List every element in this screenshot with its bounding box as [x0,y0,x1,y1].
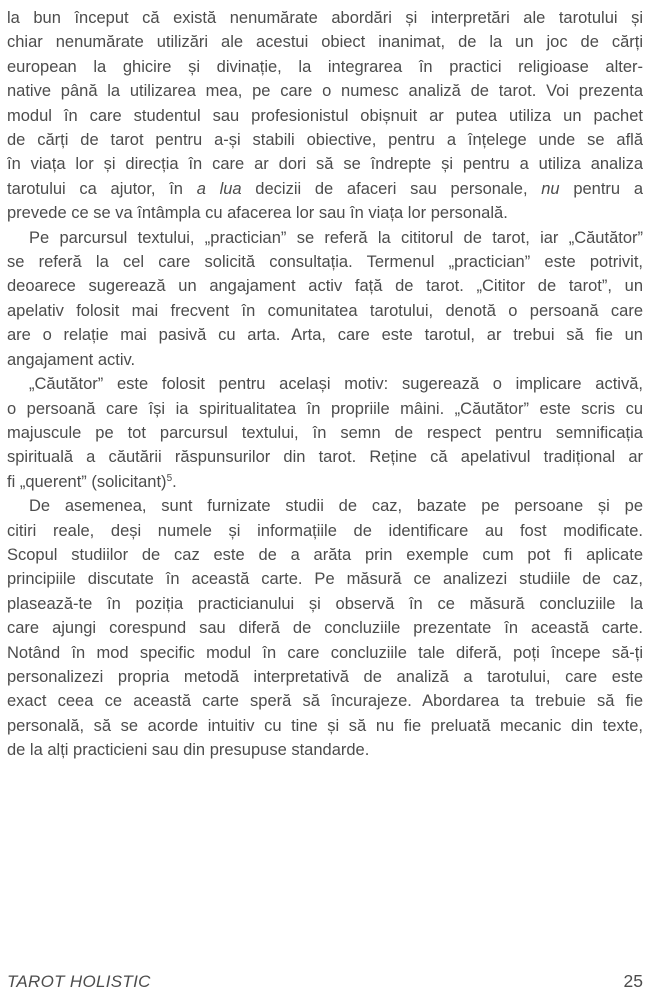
text-line: deoarece sugerează un angajament activ față de tarot. „Cititor de tarot”, un [7,277,643,296]
text-line: de cărți de tarot pentru a-și stabili obiective, pentru a înțelege unde se află [7,131,643,150]
text-line: plasează-te în poziția practicianului și observă în ce măsură concluziile la [7,594,643,613]
text-line: modul în care studentul sau profesionistul obișnuit ar putea utiliza un pachet [7,106,643,125]
text-line: chiar nenumărate utilizări ale acestui obiect inanimat, de la un joc de cărți [7,33,643,52]
text-line: personală, să se acorde intuitiv cu tine și să nu fie preluată mecanic din texte, [7,716,643,735]
text-line: la bun început că există nenumărate abordări și interpretări ale tarotului și [7,9,643,27]
text-line: se referă la cel care solicită consultația. Termenul „practician” este potrivit, [7,253,643,272]
text-line: Pe parcursul textului, „practician” se referă la cititorul de tarot, iar „Căutător” [29,228,643,247]
text-block [7,6,643,763]
text-line: o persoană care își ia spiritualitatea în propriile mâini. „Căutător” este scris cu [7,399,643,418]
text-line: are o relație mai pasivă cu arta. Arta, care este tarotul, ar trebui să fie un [7,326,643,345]
text-line: de la alți practicieni sau din presupuse standarde. [7,741,370,760]
footer-book-title: TAROT HOLISTIC [7,972,151,991]
text-line: fi „querent” (solicitant)$^5$. [7,472,177,491]
text-line: De asemenea, sunt furnizate studii de caz, bazate pe persoane și pe [29,497,643,516]
text-line: spirituală a căutării răspunsurilor din tarot. Reține că apelativul tradițional ar [7,448,643,467]
text-line: care ajungi corespund sau diferă de concluziile prezentate în această carte. [7,619,643,638]
text-line: tarotului ca ajutor, în a lua decizii de afaceri sau personale, nu pentru a [7,179,643,198]
text-line: principiile discutate în această carte. Pe măsură ce analizezi studiile de caz, [7,570,643,589]
paragraph [7,372,643,494]
text-line: native până la utilizarea mea, pe care o numesc analiză de tarot. Voi prezenta [7,82,643,101]
page-footer [7,971,643,992]
text-line: angajament activ. [7,350,136,369]
text-line: european la ghicire și divinație, la integrarea în practici religioase alter- [7,57,643,76]
footer-page-number: 25 [623,971,643,991]
text-line: în viața lor și direcția în care ar dori să se îndrepte și pentru a utiliza analiza [7,155,643,174]
text-line: exact ceea ce această carte speră să încurajeze. Abordarea ta trebuie să fie [7,692,643,711]
paragraph [7,6,643,226]
text-line: Scopul studiilor de caz este de a arăta prin exemple cum pot fi aplicate [7,545,643,564]
text-line: „Căutător” este folosit pentru același motiv: sugerează o implicare activă, [29,375,643,394]
text-line: apelativ folosit mai frecvent în comunitatea tarotului, denotă o persoană care [7,301,643,320]
text-line: personalizezi propria metodă interpretativă de analiză a tarotului, care este [7,667,643,686]
text-line: prevede ce se va întâmpla cu afacerea lor sau în viața lor personală. [7,204,508,223]
text-line: Notând în mod specific modul în care concluziile tale diferă, poți începe să-ți [7,643,643,662]
footnote-marker: 5 [166,472,173,484]
paragraph [7,226,643,372]
paragraph [7,494,643,762]
text-line: majuscule pe tot parcursul textului, în semn de respect pentru semnificația [7,423,643,442]
text-line: citiri reale, deși numele și informațiile de identificare au fost modificate. [7,521,643,540]
